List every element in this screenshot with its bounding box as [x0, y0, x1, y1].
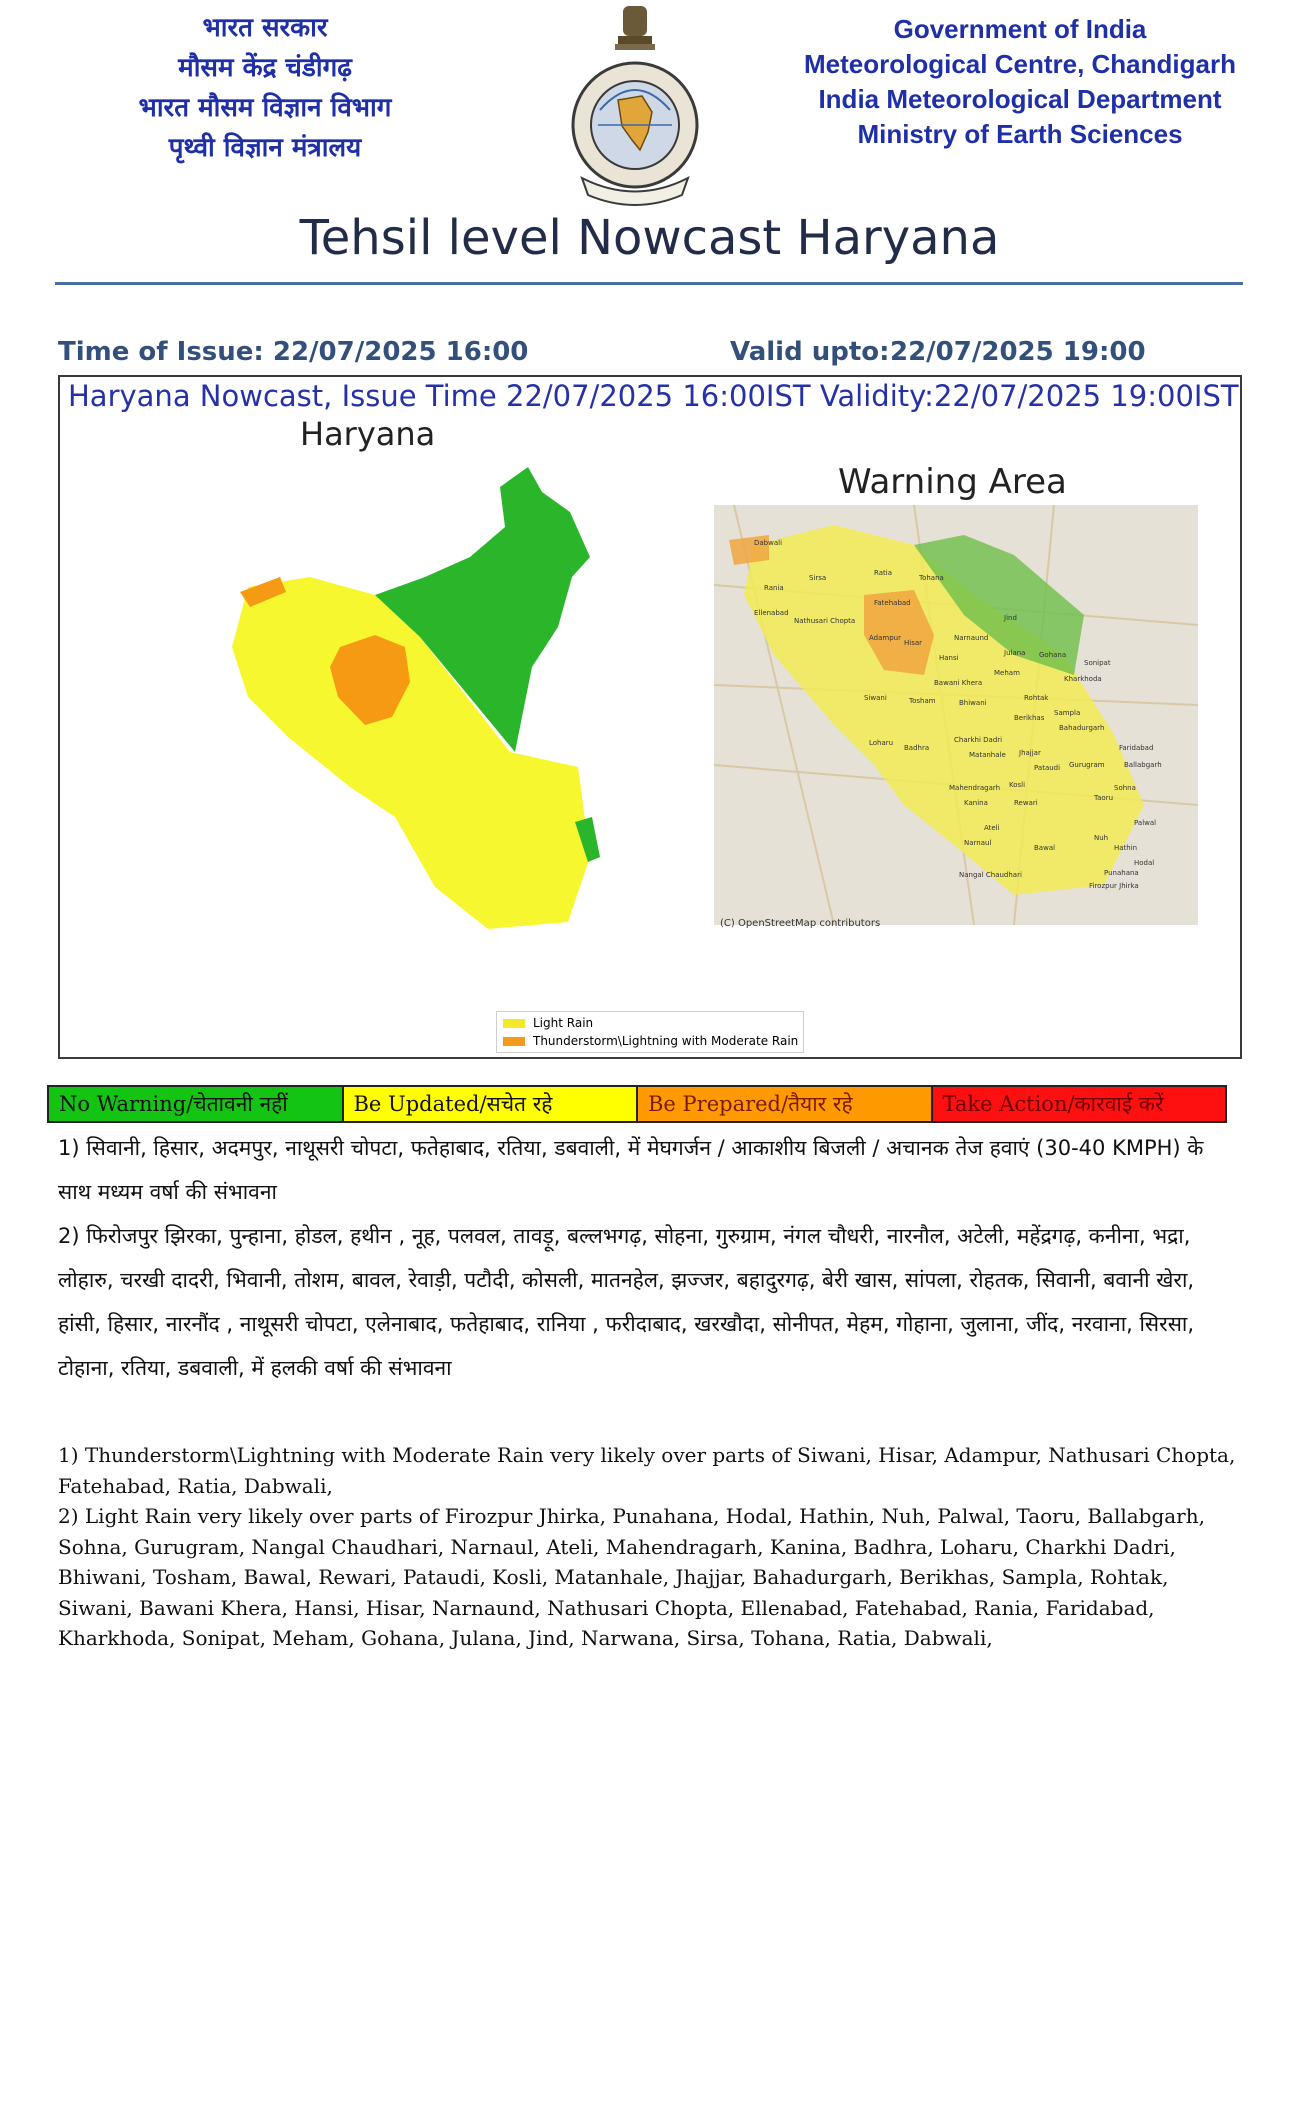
map-heading: Haryana Nowcast, Issue Time 22/07/2025 16:00IST Validity:22/07/2025 19:00IST [68, 379, 1239, 413]
svg-text:Badhra: Badhra [904, 744, 930, 752]
hindi-forecast [58, 1126, 1238, 1390]
legend-item-light-rain [503, 1014, 593, 1032]
svg-text:Nuh: Nuh [1094, 834, 1109, 842]
imd-emblem-logo [560, 0, 710, 210]
svg-text:Kharkhoda: Kharkhoda [1064, 675, 1102, 683]
english-forecast-1: 1) Thunderstorm\Lightning with Moderate Rain very likely over parts of Siwani, Hisar, Adampur, Nathusari Chopta, Fatehabad, Ratia, Dabwali, [58, 1443, 1236, 1498]
legend-swatch-thunderstorm [503, 1037, 525, 1046]
page-title: Tehsil level Nowcast Haryana [299, 210, 1000, 266]
svg-text:Firozpur Jhirka: Firozpur Jhirka [1089, 882, 1139, 890]
svg-text:Rohtak: Rohtak [1024, 694, 1049, 702]
hindi-forecast-1: 1) सिवानी, हिसार, अदमपुर, नाथूसरी चोपटा, फतेहाबाद, रतिया, डबवाली, में मेघगर्जन / आकाशीय बिजली / अचानक तेज हवाएं (30-40 KMPH) के साथ मध्यम वर्षा की संभावना [58, 1136, 1204, 1204]
header-english [790, 12, 1250, 152]
svg-text:Bawal: Bawal [1034, 844, 1056, 852]
legend-label-thunderstorm: Thunderstorm\Lightning with Moderate Rain [533, 1034, 799, 1048]
svg-text:Tohana: Tohana [919, 574, 944, 582]
svg-text:Jind: Jind [1004, 614, 1017, 622]
svg-text:Hathin: Hathin [1114, 844, 1138, 852]
svg-text:Matanhale: Matanhale [969, 751, 1006, 759]
svg-text:Ateli: Ateli [984, 824, 1000, 832]
legend-label-light-rain: Light Rain [533, 1016, 594, 1030]
svg-text:Gohana: Gohana [1039, 651, 1067, 659]
hindi-line-3: भारत मौसम विज्ञान विभाग [138, 93, 392, 123]
svg-text:Palwal: Palwal [1134, 819, 1157, 827]
english-line-4: Ministry of Earth Sciences [857, 119, 1183, 149]
hindi-forecast-2: 2) फिरोजपुर झिरका, पुन्हाना, होडल, हथीन , नूह, पलवल, तावड़ू, बल्लभगढ़, सोहना, गुरुग्राम, नंगल चौधरी, नारनौल, अटेली, महेंद्रगढ़, कनीना, भद्रा, लोहारु, चरखी दादरी, भिवानी, तोशम, बावल, रेवाड़ी, पटौदी, कोसली, मातनहेल, झज्जर, बहादुरगढ़, बेरी खास, सांपला, रोहतक, सिवानी, बवानी खेरा, हांसी, हिसार, नारनौंद , नाथूसरी चोपटा, एलेनाबाद, फतेहाबाद, रानिया , फरीदाबाद, खरखौदा, सोनीपत, मेहम, गोहाना, जुलाना, जींद, नरवाना, सिरसा, टोहाना, रतिया, डबवाली, में हलकी वर्षा की संभावना [58, 1224, 1195, 1380]
nowcast-map-panel [58, 375, 1242, 1059]
state-label: Haryana [300, 415, 436, 453]
svg-text:Nangal Chaudhari: Nangal Chaudhari [959, 871, 1022, 879]
svg-text:Narnaul: Narnaul [964, 839, 992, 847]
band-be-prepared: Be Prepared/तैयार रहे [638, 1087, 933, 1121]
english-forecast-2: 2) Light Rain very likely over parts of Firozpur Jhirka, Punahana, Hodal, Hathin, Nuh, Palwal, Taoru, Ballabgarh, Sohna, Gurugram, Nangal Chaudhari, Narnaul, Ateli, Mahendragarh, Kanina, Badhra, Loharu, Charkhi Dadri, Bhiwani, Tosham, Bawal, Rewari, Pataudi, Kosli, Matanhale, Jhajjar, Bahadurgarh, Berikhas, Sampla, Rohtak, Siwani, Bawani Khera, Hansi, Hisar, Narnaund, Nathusari Chopta, Ellenabad, Fatehabad, Rania, Faridabad, Kharkhoda, Sonipat, Meham, Gohana, Julana, Jind, Narwana, Sirsa, Tohana, Ratia, Dabwali, [58, 1504, 1205, 1650]
warning-area-map-svg [714, 505, 1198, 925]
band-be-updated: Be Updated/सचेत रहे [344, 1087, 639, 1121]
svg-text:Bhiwani: Bhiwani [959, 699, 987, 707]
svg-text:Punahana: Punahana [1104, 869, 1139, 877]
title-divider [55, 282, 1243, 285]
warning-area-title: Warning Area [838, 462, 1067, 502]
svg-text:Ballabgarh: Ballabgarh [1124, 761, 1162, 769]
svg-text:Berikhas: Berikhas [1014, 714, 1045, 722]
hindi-line-1: भारत सरकार [202, 13, 328, 43]
svg-text:Ellenabad: Ellenabad [754, 609, 789, 617]
svg-text:Sampla: Sampla [1054, 709, 1081, 717]
svg-text:Ratia: Ratia [874, 569, 892, 577]
svg-text:Rania: Rania [764, 584, 784, 592]
header-hindi [100, 8, 430, 168]
hindi-line-2: मौसम केंद्र चंडीगढ़ [178, 53, 352, 83]
svg-text:Pataudi: Pataudi [1034, 764, 1061, 772]
svg-text:Julana: Julana [1004, 649, 1026, 657]
hindi-line-4: पृथ्वी विज्ञान मंत्रालय [168, 133, 362, 163]
legend-swatch-light-rain [503, 1019, 525, 1028]
english-line-2: Meteorological Centre, Chandigarh [804, 49, 1236, 79]
svg-text:Sohna: Sohna [1114, 784, 1136, 792]
svg-text:Meham: Meham [994, 669, 1020, 677]
svg-text:Bahadurgarh: Bahadurgarh [1059, 724, 1105, 732]
svg-text:Hisar: Hisar [904, 639, 923, 647]
band-take-action: Take Action/कारवाई करें [933, 1087, 1226, 1121]
svg-text:Dabwali: Dabwali [754, 539, 783, 547]
english-line-1: Government of India [893, 14, 1147, 44]
svg-text:Jhajjar: Jhajjar [1019, 749, 1041, 757]
svg-text:Bawani Khera: Bawani Khera [934, 679, 983, 687]
svg-text:Narnaund: Narnaund [954, 634, 989, 642]
valid-upto-label: Valid upto: [730, 337, 890, 367]
map-credit: (C) OpenStreetMap contributors [720, 918, 881, 929]
svg-text:Nathusari Chopta: Nathusari Chopta [794, 617, 856, 625]
english-forecast [58, 1440, 1248, 1654]
svg-text:Tosham: Tosham [909, 697, 936, 705]
svg-text:Kanina: Kanina [964, 799, 988, 807]
svg-text:Siwani: Siwani [864, 694, 887, 702]
english-line-3: India Meteorological Department [818, 84, 1222, 114]
svg-text:Mahendragarh: Mahendragarh [949, 784, 1001, 792]
svg-text:Hansi: Hansi [939, 654, 959, 662]
svg-text:Adampur: Adampur [869, 634, 901, 642]
svg-text:Kosli: Kosli [1009, 781, 1026, 789]
valid-upto-value: 22/07/2025 19:00 [890, 337, 1146, 367]
svg-text:Hodal: Hodal [1134, 859, 1155, 867]
svg-text:Charkhi Dadri: Charkhi Dadri [954, 736, 1003, 744]
map-legend [496, 1011, 804, 1053]
svg-text:Fatehabad: Fatehabad [874, 599, 911, 607]
haryana-state-map [170, 467, 650, 937]
svg-text:Gurugram: Gurugram [1069, 761, 1105, 769]
warning-area-map [714, 505, 1198, 925]
svg-text:Sirsa: Sirsa [809, 574, 827, 582]
svg-text:Loharu: Loharu [869, 739, 894, 747]
svg-text:Sonipat: Sonipat [1084, 659, 1111, 667]
svg-text:Taoru: Taoru [1094, 794, 1114, 802]
warning-level-band [47, 1085, 1227, 1123]
svg-text:Faridabad: Faridabad [1119, 744, 1154, 752]
svg-text:Rewari: Rewari [1014, 799, 1038, 807]
time-of-issue: Time of Issue: 22/07/2025 16:00 [58, 337, 529, 367]
band-no-warning: No Warning/चेतावनी नहीं [49, 1087, 344, 1121]
legend-item-thunderstorm [503, 1032, 798, 1050]
